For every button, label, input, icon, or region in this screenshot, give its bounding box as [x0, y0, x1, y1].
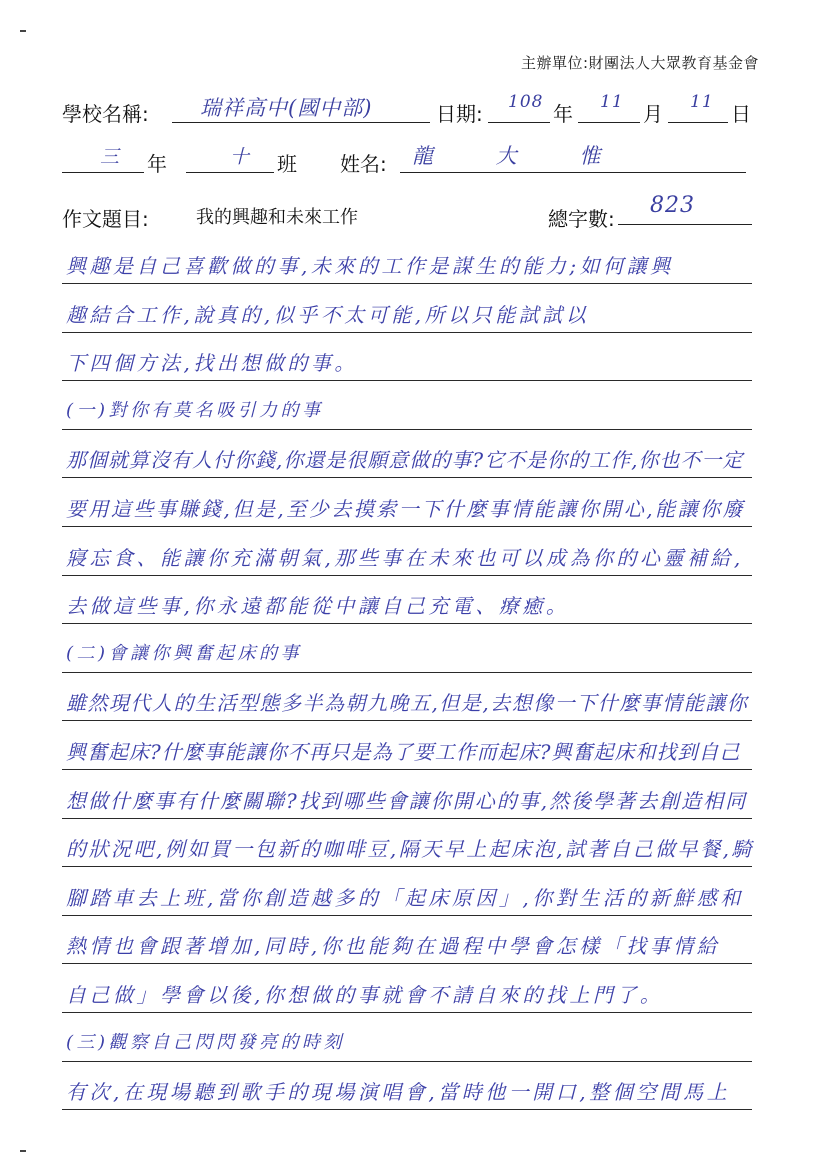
essay-line: (一)對你有莫名吸引力的事 — [66, 400, 324, 421]
ruled-line — [62, 332, 752, 333]
essay-line: 自己做」學會以後,你想做的事就會不請自來的找上門了。 — [66, 983, 664, 1007]
year-underline — [488, 122, 550, 123]
ruled-line — [62, 769, 752, 770]
day-underline — [668, 122, 728, 123]
school-label: 學校名稱: — [62, 102, 149, 126]
ruled-line — [62, 575, 752, 576]
essay-line: (三)觀察自己閃閃發亮的時刻 — [66, 1032, 346, 1053]
year-value: 108 — [508, 92, 544, 112]
ruled-line — [62, 866, 752, 867]
ruled-line — [62, 720, 752, 721]
ruled-line — [62, 672, 752, 673]
essay-line: 寢忘食、能讓你充滿朝氣,那些事在未來也可以成為你的心靈補給, — [66, 546, 744, 570]
essay-line: 要用這些事賺錢,但是,至少去摸索一下什麼事情能讓你開心,能讓你廢 — [66, 497, 746, 521]
day-label: 日 — [731, 102, 751, 126]
essay-line: 熱情也會跟著增加,同時,你也能夠在過程中學會怎樣「找事情給 — [66, 934, 721, 958]
class-label: 班 — [277, 152, 297, 176]
essay-line: 有次,在現場聽到歌手的現場演唱會,當時他一開口,整個空間馬上 — [66, 1080, 731, 1104]
essay-line: (二)會讓你興奮起床的事 — [66, 643, 303, 664]
ruled-line — [62, 818, 752, 819]
month-underline — [578, 122, 640, 123]
essay-line: 雖然現代人的生活型態多半為朝九晚五,但是,去想像一下什麼事情能讓你 — [66, 691, 749, 715]
name-underline — [400, 172, 746, 173]
wordcount-underline — [618, 224, 752, 225]
ruled-line — [62, 1109, 752, 1110]
ruled-line — [62, 526, 752, 527]
topic-value: 我的興趣和未來工作 — [196, 207, 358, 228]
ruled-line — [62, 429, 752, 430]
ruled-line — [62, 1012, 752, 1013]
wordcount-label: 總字數: — [548, 207, 615, 231]
topic-label: 作文題目: — [62, 207, 149, 231]
essay-line: 興奮起床?什麼事能讓你不再只是為了要工作而起床?興奮起床和找到自己 — [66, 740, 741, 764]
essay-line: 那個就算沒有人付你錢,你還是很願意做的事?它不是你的工作,你也不一定 — [66, 448, 744, 472]
edge-mark — [20, 1150, 26, 1152]
essay-line: 去做這些事,你永遠都能從中讓自己充電、療癒。 — [66, 594, 570, 618]
essay-line: 興趣是自己喜歡做的事,未來的工作是謀生的能力;如何讓興 — [66, 254, 674, 278]
grade-underline — [62, 172, 144, 173]
grade-label: 年 — [147, 152, 167, 176]
date-label: 日期: — [436, 102, 483, 126]
ruled-line — [62, 623, 752, 624]
month-label: 月 — [643, 102, 663, 126]
essay-line: 腳踏車去上班,當你創造越多的「起床原因」,你對生活的新鮮感和 — [66, 886, 744, 910]
month-value: 11 — [600, 92, 624, 112]
essay-line: 的狀況吧,例如買一包新的咖啡豆,隔天早上起床泡,試著自己做早餐,騎 — [66, 837, 754, 861]
ruled-line — [62, 963, 752, 964]
wordcount-value: 823 — [650, 193, 695, 218]
year-label: 年 — [553, 102, 573, 126]
organizer-text: 主辦單位:財團法人大眾教育基金會 — [520, 54, 759, 72]
grade-value: 三 — [100, 146, 121, 168]
ruled-line — [62, 283, 752, 284]
ruled-line — [62, 1061, 752, 1062]
essay-line: 下四個方法,找出想做的事。 — [66, 351, 358, 375]
name-value: 龍 大 惟 — [412, 144, 629, 168]
essay-line: 想做什麼事有什麼關聯?找到哪些會讓你開心的事,然後學著去創造相同 — [66, 789, 748, 813]
ruled-line — [62, 915, 752, 916]
school-underline — [172, 122, 430, 123]
day-value: 11 — [690, 92, 714, 112]
essay-line: 趣結合工作,說真的,似乎不太可能,所以只能試試以 — [66, 303, 590, 327]
ruled-line — [62, 380, 752, 381]
class-value: 十 — [230, 146, 251, 168]
name-label: 姓名: — [340, 152, 387, 176]
edge-mark — [20, 30, 26, 32]
ruled-line — [62, 477, 752, 478]
class-underline — [186, 172, 274, 173]
school-value: 瑞祥高中(國中部) — [200, 96, 373, 120]
